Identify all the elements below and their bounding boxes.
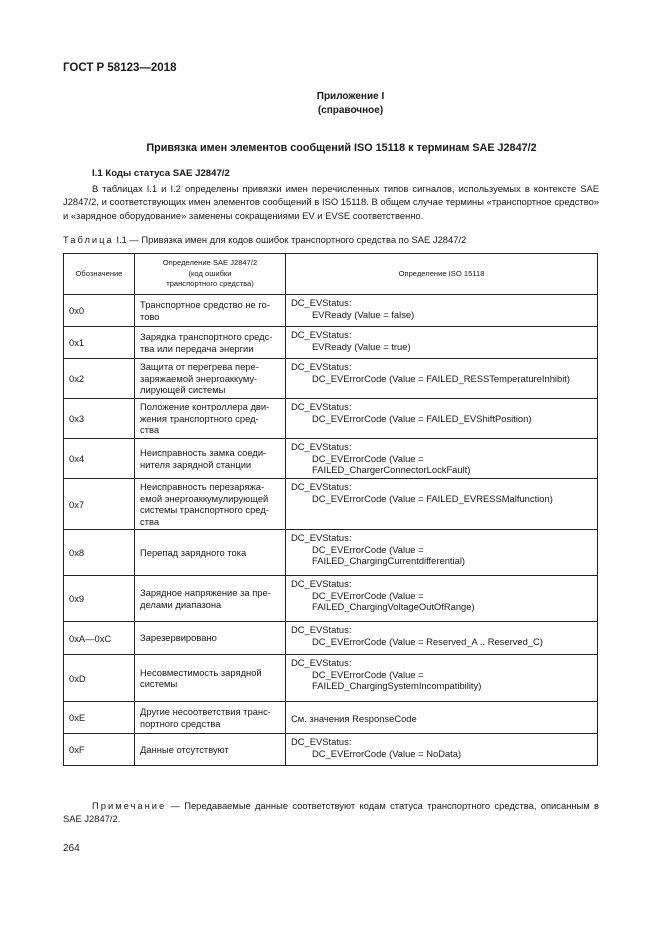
header-code: Обозначение	[64, 254, 135, 295]
cell-sae-definition: Другие несоответствия транс- портного средства	[135, 702, 286, 734]
document-code: ГОСТ Р 58123—2018	[63, 62, 177, 74]
iso-line: DC_EVStatus:	[291, 624, 352, 635]
table-row	[64, 702, 598, 734]
cell-code: 0x8	[64, 530, 135, 576]
table-row	[64, 622, 598, 655]
iso-line: DC_EVStatus:	[291, 297, 352, 308]
cell-iso-definition	[286, 359, 598, 399]
appendix-subtitle: (справочное)	[317, 105, 384, 116]
table-header-row	[64, 254, 598, 295]
iso-line: FAILED_ChargerConnectorLockFault)	[312, 464, 471, 475]
cell-code: 0xE	[64, 702, 135, 734]
iso-line: DC_EVErrorCode (Value =	[312, 668, 424, 680]
page-number: 264	[63, 843, 80, 854]
cell-iso-definition	[286, 576, 598, 622]
table-caption-label: Таблица	[63, 234, 114, 245]
table-row	[64, 655, 598, 702]
iso-line: DC_EVStatus:	[291, 441, 352, 452]
cell-iso-definition	[286, 295, 598, 327]
cell-code: 0x9	[64, 576, 135, 622]
cell-sae-definition: Положение контроллера дви- жения транспортного сред- ства	[135, 399, 286, 439]
note-text: — Передаваемые данные соответствуют кодам статуса транспортного средства, описанным в SAE J2847/2.	[63, 800, 599, 825]
header-sae-line2: (код ошибки	[188, 268, 232, 278]
iso-line: EVReady (Value = false)	[312, 308, 415, 320]
table-row	[64, 576, 598, 622]
cell-sae-definition: Транспортное средство не го- тово	[135, 295, 286, 327]
cell-iso-definition	[286, 399, 598, 439]
cell-code: 0xD	[64, 655, 135, 702]
cell-iso-definition	[286, 479, 598, 530]
iso-line: DC_EVStatus:	[291, 657, 352, 668]
table-row	[64, 439, 598, 479]
cell-sae-definition: Неисправность перезаряжа- емой энергоаккумулирующей системы транспортного сред- ства	[135, 479, 286, 530]
table-note	[63, 799, 599, 826]
table-row	[64, 327, 598, 359]
iso-line: DC_EVErrorCode (Value = Reserved_A .. Reserved_C)	[312, 635, 543, 647]
header-sae-line1: Определение SAE J2847/2	[162, 258, 258, 268]
cell-code: 0x0	[64, 295, 135, 327]
cell-code: 0x3	[64, 399, 135, 439]
iso-line: DC_EVStatus:	[291, 578, 352, 589]
iso-line: DC_EVErrorCode (Value = NoData)	[312, 747, 462, 759]
cell-iso-definition	[286, 439, 598, 479]
cell-iso-definition	[286, 327, 598, 359]
iso-line: DC_EVStatus:	[291, 361, 352, 372]
cell-iso-definition	[286, 530, 598, 576]
cell-iso-definition	[286, 655, 598, 702]
iso-line: DC_EVStatus:	[291, 329, 352, 340]
iso-line: DC_EVErrorCode (Value =	[312, 452, 424, 464]
section-paragraph: В таблицах I.1 и I.2 определены привязки имен перечисленных типов сигналов, используемых в контексте SAE J2847/2, и соответствующих имен элементов сообщений в ISO 15118. В общем случае термины «транспортное средство» и «зарядное оборудование» заменены сокращениями EV и EVSE соответственно.	[63, 183, 599, 221]
iso-line: DC_EVErrorCode (Value = FAILED_RESSTemperatureInhibit)	[312, 372, 571, 384]
section-title: I.1 Коды статуса SAE J2847/2	[92, 168, 230, 179]
cell-iso-definition	[286, 622, 598, 655]
error-code-table	[63, 253, 598, 766]
table-row	[64, 359, 598, 399]
iso-line: См. значения ResponseCode	[291, 712, 417, 724]
cell-sae-definition: Зарядка транспортного средс- тва или передача энергии	[135, 327, 286, 359]
iso-line: FAILED_ChargingSystemIncompatibility)	[312, 680, 482, 691]
iso-line: DC_EVStatus:	[291, 401, 352, 412]
header-sae	[135, 254, 286, 295]
cell-sae-definition: Данные отсутствуют	[135, 734, 286, 766]
iso-line: FAILED_ChargingVoltageOutOfRange)	[312, 601, 475, 612]
table-row	[64, 530, 598, 576]
iso-line: EVReady (Value = true)	[312, 340, 411, 352]
appendix-heading: Привязка имен элементов сообщений ISO 15118 к терминам SAE J2847/2	[146, 142, 537, 154]
table-caption	[63, 234, 466, 245]
cell-code: 0x4	[64, 439, 135, 479]
cell-code: 0x1	[64, 327, 135, 359]
note-label: Примечание	[92, 800, 167, 811]
appendix-title: Приложение I	[316, 91, 385, 102]
iso-line: DC_EVErrorCode (Value =	[312, 589, 424, 601]
header-sae-line3: транспортного средства)	[166, 279, 254, 289]
cell-sae-definition: Неисправность замка соеди- нителя зарядной станции	[135, 439, 286, 479]
cell-code: 0x2	[64, 359, 135, 399]
cell-sae-definition: Перепад зарядного тока	[135, 530, 286, 576]
iso-line: DC_EVStatus:	[291, 481, 352, 492]
cell-code: 0xA—0xC	[64, 622, 135, 655]
cell-sae-definition: Защита от перегрева пере- заряжаемой энергоаккуму- лирующей системы	[135, 359, 286, 399]
iso-line: DC_EVStatus:	[291, 532, 352, 543]
iso-line: DC_EVStatus:	[291, 736, 352, 747]
table-row	[64, 399, 598, 439]
table-row	[64, 734, 598, 766]
cell-sae-definition: Зарядное напряжение за пре- делами диапазона	[135, 576, 286, 622]
table-body	[64, 295, 598, 766]
header-iso: Определение ISO 15118	[286, 254, 598, 295]
cell-iso-definition	[286, 734, 598, 766]
iso-line: FAILED_ChargingCurrentdifferential)	[312, 555, 466, 566]
table-row	[64, 479, 598, 530]
cell-iso-definition	[286, 702, 598, 734]
cell-code: 0x7	[64, 479, 135, 530]
cell-sae-definition: Несовместимость зарядной системы	[135, 655, 286, 702]
table-row	[64, 295, 598, 327]
cell-sae-definition: Зарезервировано	[135, 622, 286, 655]
iso-line: DC_EVErrorCode (Value =	[312, 543, 424, 555]
iso-line: DC_EVErrorCode (Value = FAILED_EVShiftPosition)	[312, 412, 532, 424]
table-caption-text: I.1 — Привязка имен для кодов ошибок транспортного средства по SAE J2847/2	[113, 234, 467, 245]
cell-code: 0xF	[64, 734, 135, 766]
iso-line: DC_EVErrorCode (Value = FAILED_EVRESSMalfunction)	[312, 492, 553, 504]
